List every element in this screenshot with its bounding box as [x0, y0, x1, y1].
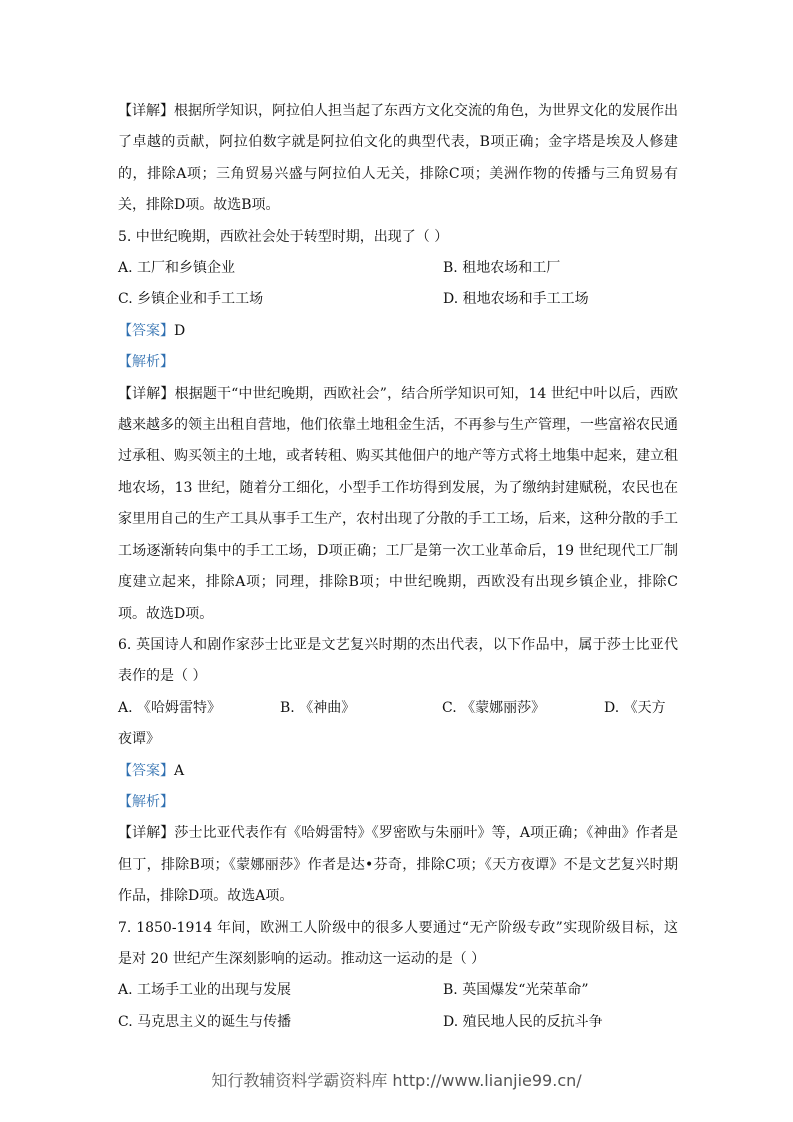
q5-stem: 5. 中世纪晚期，西欧社会处于转型时期，出现了（ ）	[118, 228, 449, 245]
q7-option-c: C. 马克思主义的诞生与传播	[118, 1013, 292, 1030]
q5-answer-value: D	[174, 322, 186, 339]
q6-option-d: D. 《天方	[604, 699, 666, 716]
q6-stem: 6. 英国诗人和剧作家莎士比亚是文艺复兴时期的杰出代表，以下作品中，属于莎士比亚代表作的是（ ）	[118, 636, 678, 685]
q7-stem: 7. 1850-1914 年间，欧洲工人阶级中的很多人要通过“无产阶级专政”实现阶级目标，这是对 20 世纪产生深刻影响的运动。推动这一运动的是（ ）	[118, 919, 678, 967]
q6-answer-value: A	[174, 762, 185, 779]
q5-analysis-tag: 【解析】	[118, 354, 174, 371]
q6-option-a: A. 《哈姆雷特》	[118, 699, 222, 716]
q6-option-d-continued: 夜谭》	[118, 731, 160, 748]
q7-option-a: A. 工场手工业的出现与发展	[118, 982, 292, 999]
q4-detail	[118, 96, 678, 222]
q6-analysis-tag: 【解析】	[118, 793, 174, 810]
q6-detail-text: 莎士比亚代表作有《哈姆雷特》《罗密欧与朱丽叶》等，A项正确；《神曲》作者是但丁，排除B项；《蒙娜丽莎》作者是达•芬奇，排除C项；《天方夜谭》不是文艺复兴时期作品，排除D项。故选A项。	[118, 825, 679, 905]
q4-detail-text: 根据所学知识，阿拉伯人担当起了东西方文化交流的角色，为世界文化的发展作出了卓越的贡献，阿拉伯数字就是阿拉伯文化的典型代表，B项正确；金字塔是埃及人修建的，排除A项；三角贸易兴盛与阿拉伯人无关，排除C项；美洲作物的传播与三角贸易有关，排除D项。故选B项。	[118, 103, 678, 214]
detail-tag: 【详解】	[118, 385, 175, 402]
q6-option-c: C. 《蒙娜丽莎》	[442, 699, 546, 716]
footer-watermark: 知行教辅资料学霸资料库 http://www.lianjie99.cn/	[211, 1071, 582, 1090]
page-content	[118, 96, 678, 1038]
q5-option-c: C. 乡镇企业和手工工场	[118, 291, 264, 308]
q7-option-d: D. 殖民地人民的反抗斗争	[443, 1013, 603, 1030]
detail-tag: 【详解】	[118, 825, 175, 842]
q6-options-row	[118, 693, 678, 724]
q7-option-b: B. 英国爆发“光荣革命”	[443, 982, 589, 999]
answer-tag: 【答案】	[118, 322, 174, 339]
q5-option-d: D. 租地农场和手工工场	[443, 291, 589, 308]
q5-detail	[118, 379, 678, 630]
q5-options-row-1	[118, 253, 678, 284]
q7-options-row-2	[118, 1007, 678, 1038]
answer-tag: 【答案】	[118, 762, 174, 779]
q7-options-row-1	[118, 975, 678, 1006]
q6-answer	[118, 756, 678, 787]
q5-detail-text: 根据题干“中世纪晚期，西欧社会”，结合所学知识可知，14 世纪中叶以后，西欧越来越多的领主出租自营地，他们依靠土地租金生活，不再参与生产管理，一些富裕农民通过承租、购买领主的土地，或者转租、购买其他佃户的地产等方式将土地集中起来，建立租地农场，13 世纪，随着分工细化，小型手工作坊得到发展，为了缴纳封建赋税，农民也在家里用自己的生产工具从事手工生产，农村出现了分散的手工工场，后来，这种分散的手工工场逐渐转向集中的手工工场，D项正确；工厂是第一次工业革命后，19 世纪现代工厂制度建立起来，排除A项；同理，排除B项；中世纪晚期，西欧没有出现乡镇企业，排除C项。故选D项。	[118, 385, 679, 622]
q6-option-b: B. 《神曲》	[280, 699, 356, 716]
q5-answer	[118, 316, 678, 347]
detail-tag: 【详解】	[118, 103, 174, 119]
q5-options-row-2	[118, 284, 678, 315]
q5-option-b: B. 租地农场和工厂	[443, 260, 561, 277]
q6-detail	[118, 818, 678, 912]
q5-option-a: A. 工厂和乡镇企业	[118, 260, 236, 277]
